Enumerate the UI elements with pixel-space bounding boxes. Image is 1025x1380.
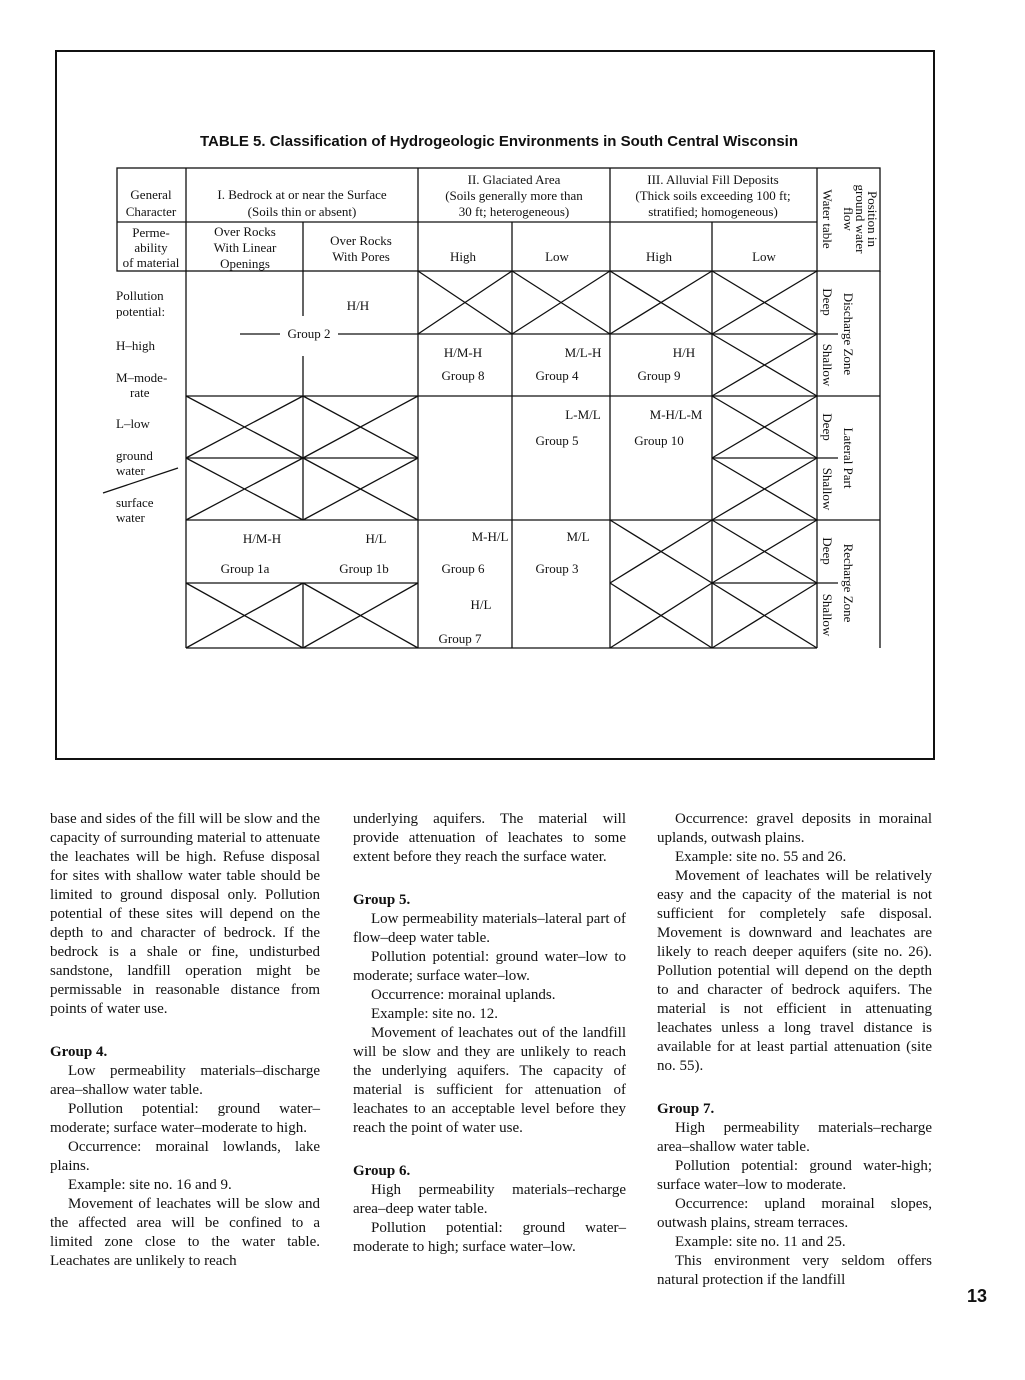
- text-column-1: base and sides of the fill will be slow and the capacity of surrounding material to attenuate the leachates will be high. Refuse disposal for sites with shallow water table should be limited to ground disposal only. Pollution potential of these sites will depend on the depth to and character of bedrock. If the bedrock is a shale or fine, undisturbed sandstone, landfill operation might be permissable in reasonable distance from points of water use. Group 4. Low permeability materials–discharge area–shallow water table. Pollution potential: ground water–moderate; surface water–moderate to high. Occurrence: morainal lowlands, lake plains. Example: site no. 16 and 9. Movement of leachates will be slow and the affected area will be confined to a limited zone close to the water table. Leachates are unlikely to reach: [50, 811, 320, 1269]
- svg-text:Deep: Deep: [820, 413, 835, 441]
- perm-low-2: Low: [545, 249, 569, 264]
- svg-text:potential:: potential:: [116, 304, 166, 319]
- group2-rating: H/H: [346, 298, 370, 313]
- group2-label: Group 2: [287, 326, 331, 341]
- svg-text:Openings: Openings: [220, 256, 270, 271]
- linear-openings-header: Over Rocks: [214, 224, 276, 239]
- svg-text:of material: of material: [122, 255, 180, 270]
- svg-text:ability: ability: [134, 240, 168, 255]
- svg-text:water: water: [116, 463, 145, 478]
- lateral-part-label: Lateral Part: [841, 427, 856, 489]
- group8-label: Group 8: [441, 368, 485, 383]
- svg-text:ground water: ground water: [853, 184, 868, 254]
- shallow-label: Shallow: [820, 343, 835, 387]
- svg-text:flow: flow: [841, 207, 856, 231]
- table-title: TABLE 5. Classification of Hydrogeologic Environments in South Central Wisconsin: [200, 133, 798, 150]
- group1b-label: Group 1b: [339, 561, 389, 576]
- legend-moderate: M–mode-: [116, 370, 168, 385]
- svg-text:water: water: [116, 510, 145, 525]
- legend-pollution: Pollution: [116, 288, 164, 303]
- group3-rating: M/L: [566, 529, 590, 544]
- group7-rating: H/L: [470, 597, 492, 612]
- svg-text:With Linear: With Linear: [213, 240, 277, 255]
- position-label-1: Position in: [865, 191, 880, 247]
- perm-low-3: Low: [752, 249, 776, 264]
- group7-label: Group 7: [438, 631, 482, 646]
- permeability-label: Perme-: [132, 225, 170, 240]
- group10-label: Group 10: [634, 433, 684, 448]
- recharge-zone-label: Recharge Zone: [841, 543, 856, 623]
- svg-text:30 ft; heterogeneous): 30 ft; heterogeneous): [458, 204, 570, 219]
- group4-label: Group 4: [535, 368, 579, 383]
- discharge-zone-label: Discharge Zone: [841, 292, 856, 376]
- group4-rating: M/L-H: [564, 345, 602, 360]
- glaciated-header: II. Glaciated Area: [467, 172, 561, 187]
- svg-text:Shallow: Shallow: [820, 467, 835, 511]
- group4-heading: Group 4.: [50, 1044, 108, 1060]
- general-character-label: General: [130, 187, 172, 202]
- group10-rating: M-H/L-M: [649, 407, 703, 422]
- text-column-3: Occurrence: gravel deposits in morainal uplands, outwash plains. Example: site no. 55 and 26. Movement of leachates will be relatively easy and the capacity of the material is not sufficient for completely safe disposal. Movement is downward and leachates are likely to reach deeper aquifers (site no. 26). Pollution potential will depend on the depth to and character of bedrock aquifers. The material is not efficient in attenuating leachates unless a long travel distance is available for at least partial attenuation (site no. 55). Group 7. High permeability materials–recharge area–shallow water table. Pollution potential: ground water-high; surface water–low to moderate. Occurrence: upland morainal slopes, outwash plains, stream terraces. Example: site no. 11 and 25. This environment very seldom offers natural protection if the landfill: [657, 811, 932, 1288]
- perm-high-2: High: [450, 249, 476, 264]
- page-number: 13: [967, 1286, 988, 1306]
- svg-text:Deep: Deep: [820, 537, 835, 565]
- group5-heading: Group 5.: [353, 892, 411, 908]
- group7-heading: Group 7.: [657, 1101, 715, 1117]
- svg-text:Shallow: Shallow: [820, 593, 835, 637]
- group9-label: Group 9: [637, 368, 681, 383]
- group5-rating: L-M/L: [565, 407, 601, 422]
- bedrock-header: I. Bedrock at or near the Surface: [217, 187, 387, 202]
- pores-header: Over Rocks: [330, 233, 392, 248]
- svg-text:stratified; homogeneous): stratified; homogeneous): [648, 204, 778, 219]
- group1b-rating: H/L: [365, 531, 387, 546]
- svg-text:(Soils thin or absent): (Soils thin or absent): [247, 204, 357, 219]
- group1a-rating: H/M-H: [242, 531, 282, 546]
- group1a-label: Group 1a: [220, 561, 270, 576]
- group6-label: Group 6: [441, 561, 485, 576]
- text-column-2: underlying aquifers. The material will provide attenuation of leachates to some extent before they reach the surface water. Group 5. Low permeability materials–lateral part of flow–deep water table. Pollution potential: ground water–low to moderate; surface water–low. Occurrence: morainal uplands. Example: site no. 12. Movement of leachates out of the landfill will be slow and they are unlikely to reach the underlying aquifers. The capacity of material is sufficient for attenuation of leachates to an acceptable level before they reach the point of water use. Group 6. High permeability materials–recharge area–deep water table. Pollution potential: ground water–moderate to high; surface water–low.: [353, 811, 626, 1255]
- group6-heading: Group 6.: [353, 1163, 411, 1179]
- group3-label: Group 3: [535, 561, 579, 576]
- svg-text:rate: rate: [130, 385, 150, 400]
- deep-label: Deep: [820, 288, 835, 316]
- group9-rating: H/H: [672, 345, 696, 360]
- alluvial-header: III. Alluvial Fill Deposits: [647, 172, 779, 187]
- svg-text:(Soils generally more than: (Soils generally more than: [445, 188, 583, 203]
- group6-rating: M-H/L: [471, 529, 509, 544]
- svg-text:(Thick soils exceeding 100 ft;: (Thick soils exceeding 100 ft;: [635, 188, 791, 203]
- legend-low: L–low: [116, 416, 150, 431]
- legend-surface-water: surface: [116, 495, 154, 510]
- water-table-label: Water table: [820, 189, 835, 249]
- svg-text:Character: Character: [125, 204, 177, 219]
- legend-high: H–high: [116, 338, 155, 353]
- svg-text:With Pores: With Pores: [332, 249, 390, 264]
- legend-ground-water: ground: [116, 448, 153, 463]
- group8-rating: H/M-H: [443, 345, 483, 360]
- perm-high-3: High: [646, 249, 672, 264]
- group5-label: Group 5: [535, 433, 579, 448]
